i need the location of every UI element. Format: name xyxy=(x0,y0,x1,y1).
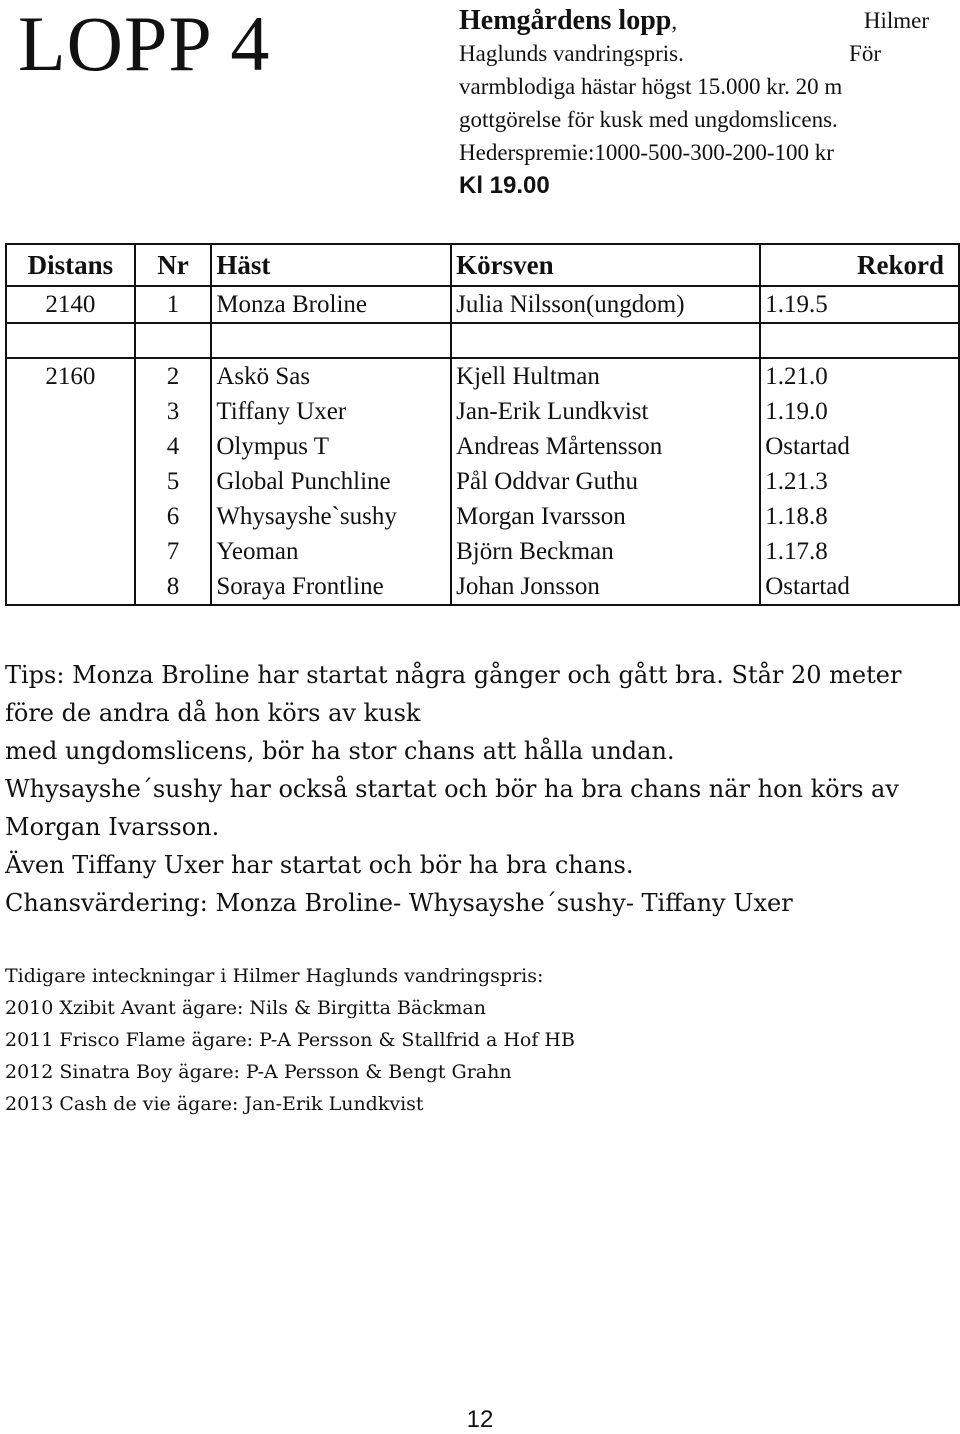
cell-number: 1 xyxy=(135,286,212,323)
cell-driver: Julia Nilsson(ungdom) xyxy=(451,286,760,323)
table-row xyxy=(6,429,959,464)
tips-section xyxy=(5,656,945,922)
race-name-right: Hilmer xyxy=(863,8,929,33)
cell-number: 6 xyxy=(135,499,212,534)
cell-record: Ostartad xyxy=(760,569,959,605)
table-row xyxy=(6,534,959,569)
header-number: Nr xyxy=(135,244,212,286)
table-row xyxy=(6,358,959,394)
cell-empty xyxy=(6,323,135,358)
cell-distance xyxy=(6,569,135,605)
table-row xyxy=(6,464,959,499)
cell-empty xyxy=(451,323,760,358)
cell-driver: Pål Oddvar Guthu xyxy=(451,464,760,499)
table-row xyxy=(6,569,959,605)
cell-empty xyxy=(211,323,451,358)
entries-table xyxy=(5,243,960,606)
history-heading: Tidigare inteckningar i Hilmer Haglunds vandringspris: xyxy=(5,965,544,987)
cell-record: 1.19.5 xyxy=(760,286,959,323)
cell-distance xyxy=(6,499,135,534)
cell-distance xyxy=(6,429,135,464)
tips-line: Även Tiffany Uxer har startat och bör ha bra chans. xyxy=(5,851,634,879)
cell-record: 1.17.8 xyxy=(760,534,959,569)
race-name: Hemgårdens lopp xyxy=(459,5,672,36)
cell-distance xyxy=(6,394,135,429)
cell-distance: 2160 xyxy=(6,358,135,394)
cell-record: 1.21.0 xyxy=(760,358,959,394)
tips-line: Chansvärdering: Monza Broline- Whysayshe´sushy- Tiffany Uxer xyxy=(5,889,793,917)
tips-line: Tips: Monza Broline har startat några gånger och gått bra. Står 20 meter xyxy=(5,661,902,689)
cell-driver: Andreas Mårtensson xyxy=(451,429,760,464)
cell-number: 4 xyxy=(135,429,212,464)
header-record: Rekord xyxy=(760,244,959,286)
cell-record: 1.19.0 xyxy=(760,394,959,429)
cell-horse: Global Punchline xyxy=(211,464,451,499)
race-info-line xyxy=(459,136,929,169)
race-name-suffix: , xyxy=(671,9,678,34)
history-entry: 2013 Cash de vie ägare: Jan-Erik Lundkvist xyxy=(5,1093,424,1115)
cell-number: 7 xyxy=(135,534,212,569)
cell-number: 5 xyxy=(135,464,212,499)
table-row xyxy=(6,394,959,429)
page-number: 12 xyxy=(466,1406,494,1433)
cell-record: Ostartad xyxy=(760,429,959,464)
start-time: Kl 19.00 xyxy=(459,172,550,199)
tips-line: Whysayshe´sushy har också startat och bör ha bra chans när hon körs av xyxy=(5,775,899,803)
cell-distance xyxy=(6,534,135,569)
history-entry: 2012 Sinatra Boy ägare: P-A Persson & Bengt Grahn xyxy=(5,1061,512,1083)
cell-horse: Yeoman xyxy=(211,534,451,569)
tips-line: före de andra då hon körs av kusk xyxy=(5,699,421,727)
table-header-row xyxy=(6,244,959,286)
race-info-line xyxy=(459,37,929,70)
cell-distance xyxy=(6,464,135,499)
cell-number: 8 xyxy=(135,569,212,605)
history-section xyxy=(5,960,945,1120)
tips-line: med ungdomslicens, bör ha stor chans att hålla undan. xyxy=(5,737,675,765)
cell-driver: Jan-Erik Lundkvist xyxy=(451,394,760,429)
tips-line: Morgan Ivarsson. xyxy=(5,813,220,841)
cell-empty xyxy=(760,323,959,358)
table-row xyxy=(6,286,959,323)
cell-distance: 2140 xyxy=(6,286,135,323)
table-row xyxy=(6,499,959,534)
race-info-line-left: Haglunds vandringspris. xyxy=(459,41,684,66)
cell-record: 1.21.3 xyxy=(760,464,959,499)
cell-record: 1.18.8 xyxy=(760,499,959,534)
table-spacer-row xyxy=(6,323,959,358)
cell-horse: Olympus T xyxy=(211,429,451,464)
cell-horse: Tiffany Uxer xyxy=(211,394,451,429)
cell-driver: Björn Beckman xyxy=(451,534,760,569)
cell-horse: Monza Broline xyxy=(211,286,451,323)
race-info-line-left: gottgörelse för kusk med ungdomslicens. xyxy=(459,107,838,132)
cell-horse: Soraya Frontline xyxy=(211,569,451,605)
history-entry: 2011 Frisco Flame ägare: P-A Persson & Stallfrid a Hof HB xyxy=(5,1029,575,1051)
race-info-line-left: varmblodiga hästar högst 15.000 kr. 20 m xyxy=(459,74,843,99)
race-info-line-left: Hederspremie:1000-500-300-200-100 kr xyxy=(459,140,834,165)
cell-driver: Johan Jonsson xyxy=(451,569,760,605)
race-title: LOPP 4 xyxy=(18,0,271,87)
cell-driver: Kjell Hultman xyxy=(451,358,760,394)
cell-empty xyxy=(135,323,212,358)
header-distance: Distans xyxy=(6,244,135,286)
cell-driver: Morgan Ivarsson xyxy=(451,499,760,534)
race-info-line xyxy=(459,103,929,136)
header-horse: Häst xyxy=(211,244,451,286)
header-driver: Körsven xyxy=(451,244,760,286)
race-info-line-right: För xyxy=(849,41,881,66)
cell-number: 2 xyxy=(135,358,212,394)
cell-horse: Askö Sas xyxy=(211,358,451,394)
race-info xyxy=(459,4,929,202)
cell-number: 3 xyxy=(135,394,212,429)
history-entry: 2010 Xzibit Avant ägare: Nils & Birgitta Bäckman xyxy=(5,997,486,1019)
cell-horse: Whysayshe`sushy xyxy=(211,499,451,534)
race-name-line xyxy=(459,4,929,37)
race-info-line xyxy=(459,70,929,103)
